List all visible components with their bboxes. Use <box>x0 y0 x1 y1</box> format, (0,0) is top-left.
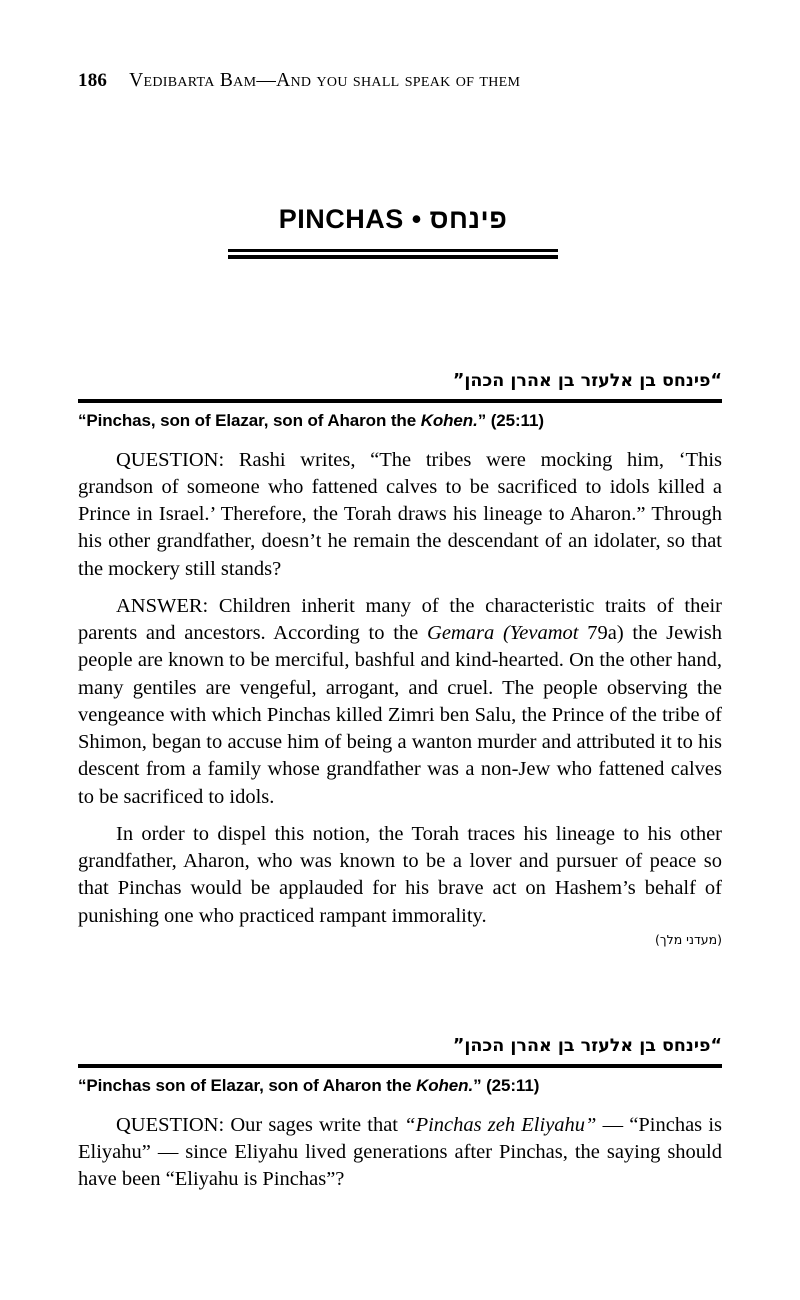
paragraph-answer: ANSWER: Children inherit many of the characteristic traits of their parents and ancestors. According to the Gemara (Yevamot 79a) the Jewish people are known to be merciful, bashful and kind-hearted. On the other hand, many gentiles are vengeful, arrogant, and cruel. The people observing the vengeance with which Pinchas killed Zimri ben Salu, the Prince of the tribe of Shimon, began to accuse him of being a wanton murder and attributed it to his descent from a family whose grandfather was a non-Jew who fattened calves to be sacrificed to idols. <box>78 594 722 808</box>
english-verse-pre: “Pinchas, son of Elazar, son of Aharon the <box>78 410 421 430</box>
english-verse-post: ” (25:11) <box>477 410 544 430</box>
running-head <box>78 70 722 92</box>
source-citation: (מעדני מלך) <box>655 931 722 947</box>
parsha-title: PINCHAS • פינחס <box>278 204 508 234</box>
parsha-divider <box>228 249 558 259</box>
page-number: 186 <box>78 70 108 91</box>
english-verse-post: ” (25:11) <box>473 1075 540 1095</box>
english-verse-italic: Kohen. <box>420 410 478 430</box>
book-title: Vedibarta Bam—And you shall speak of them <box>129 70 521 91</box>
parsha-heading <box>228 205 558 259</box>
english-verse <box>78 1075 722 1098</box>
paragraph-question: QUESTION: Our sages write that “Pinchas zeh Eliyahu” — “Pinchas is Eliyahu” — since Eliyahu lived generations after Pinchas, the saying should have been “Eliyahu is Pinchas”? <box>78 1113 722 1191</box>
paragraph-question: QUESTION: Rashi writes, “The tribes were mocking him, ‘This grandson of someone who fattened calves to be sacrificed to idols killed a Prince in Israel.’ Therefore, the Torah draws his lineage to Aharon.” Through his other grandfather, doesn’t he remain the descendant of an idolater, so that the mockery still stands? <box>78 448 722 580</box>
english-verse-pre: “Pinchas son of Elazar, son of Aharon the <box>78 1075 417 1095</box>
paragraph-conclusion: In order to dispel this notion, the Torah traces his lineage to his other grandfather, Aharon, who was known to be a lover and pursuer of peace so that Pinchas would be applauded for his brave act on Hashem’s behalf of punishing one who practiced rampant immorality. <box>78 822 722 927</box>
section-rule <box>78 399 722 403</box>
hebrew-verse: “פינחס בן אלעזר בן אהרן הכהן” <box>452 371 722 391</box>
hebrew-verse: “פינחס בן אלעזר בן אהרן הכהן” <box>452 1036 722 1056</box>
english-verse <box>78 410 722 433</box>
section-rule <box>78 1064 722 1068</box>
section-one <box>78 370 722 947</box>
english-verse-italic: Kohen. <box>416 1075 474 1095</box>
section-two <box>78 1035 722 1193</box>
